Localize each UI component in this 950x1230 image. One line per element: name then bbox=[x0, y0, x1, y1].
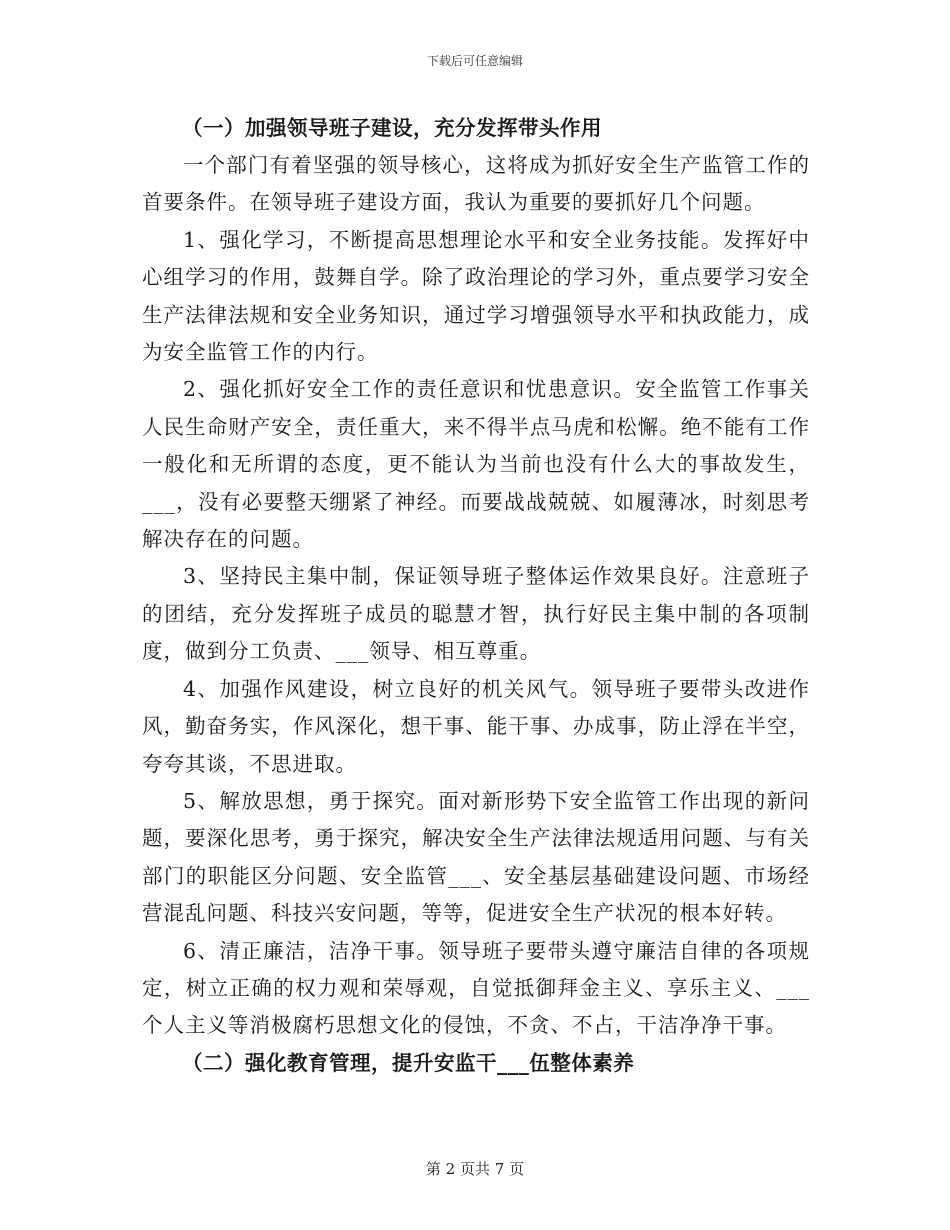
paragraph-6: 6、清正廉洁，洁净干事。领导班子要带头遵守廉洁自律的各项规定，树立正确的权力观和荣辱观，自觉抵御拜金主义、享乐主义、___个人主义等消极腐朽思想文化的侵蚀，不贪、不占，干洁净净干事。 bbox=[142, 938, 810, 1038]
document-body bbox=[142, 110, 810, 1082]
section-heading-2: （二）强化教育管理，提升安监干___伍整体素养 bbox=[182, 1050, 635, 1075]
paragraph-5: 5、解放思想，勇于探究。面对新形势下安全监管工作出现的新问题，要深化思考，勇于探究，解决安全生产法律法规适用问题、与有关部门的职能区分问题、安全监管___、安全基层基础建设问题、市场经营混乱问题、科技兴安问题，等等，促进安全生产状况的根本好转。 bbox=[142, 788, 810, 926]
page-number: 第 2 页共 7 页 bbox=[425, 1160, 525, 1178]
paragraph-3: 3、坚持民主集中制，保证领导班子整体运作效果良好。注意班子的团结，充分发挥班子成员的聪慧才智，执行好民主集中制的各项制度，做到分工负责、___领导、相互尊重。 bbox=[142, 564, 810, 664]
paragraph-intro: 一个部门有着坚强的领导核心，这将成为抓好安全生产监管工作的首要条件。在领导班子建设方面，我认为重要的要抓好几个问题。 bbox=[142, 153, 810, 215]
page-header: 下载后可任意编辑 bbox=[426, 54, 523, 68]
section-heading-1: （一）加强领导班子建设，充分发挥带头作用 bbox=[182, 116, 602, 140]
paragraph-4: 4、加强作风建设，树立良好的机关风气。领导班子要带头改进作风，勤奋务实，作风深化，想干事、能干事、办成事，防止浮在半空，夸夸其谈，不思进取。 bbox=[142, 676, 810, 776]
paragraph-1: 1、强化学习，不断提高思想理论水平和安全业务技能。发挥好中心组学习的作用，鼓舞自学。除了政治理论的学习外，重点要学习安全生产法律法规和安全业务知识，通过学习增强领导水平和执政能力，成为安全监管工作的内行。 bbox=[142, 227, 810, 365]
paragraph-2: 2、强化抓好安全工作的责任意识和忧患意识。安全监管工作事关人民生命财产安全，责任重大，来不得半点马虎和松懈。绝不能有工作一般化和无所谓的态度，更不能认为当前也没有什么大的事故发生，___，没有必要整天绷紧了神经。而要战战兢兢、如履薄冰，时刻思考解决存在的问题。 bbox=[142, 377, 810, 552]
